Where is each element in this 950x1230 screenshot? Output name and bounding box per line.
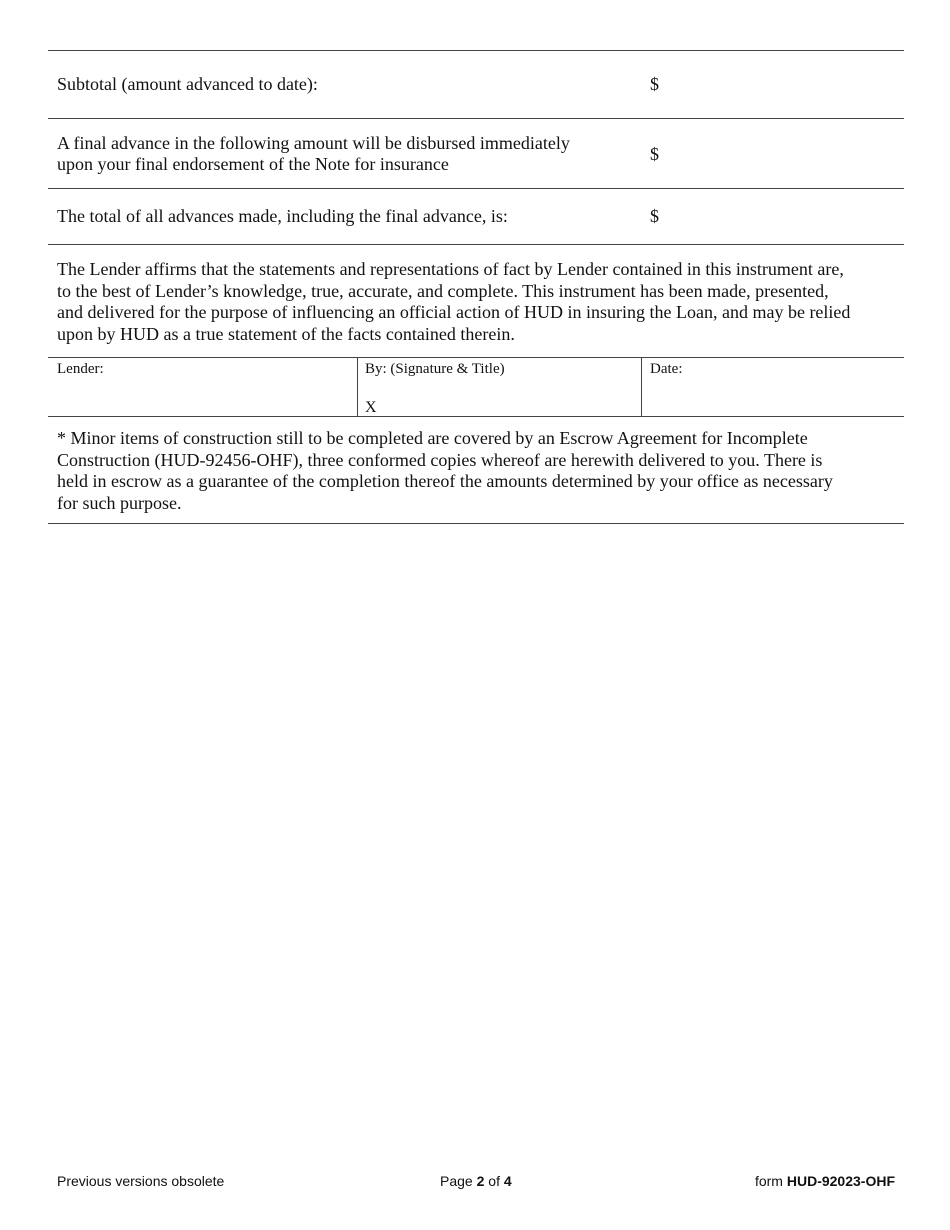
date-field-label: Date: <box>650 361 683 377</box>
divider <box>48 523 904 524</box>
lender-field-label: Lender: <box>57 361 104 377</box>
signature-mark: X <box>365 399 377 416</box>
total-advances-label: The total of all advances made, including the final advance, is: <box>57 206 508 226</box>
affirmation-line: to the best of Lender’s knowledge, true, accurate, and complete. This instrument has been made, presented, <box>57 280 829 301</box>
escrow-note-line: held in escrow as a guarantee of the completion thereof the amounts determined by your office as necessary <box>57 471 833 491</box>
divider <box>48 416 904 417</box>
signature-cell-divider <box>357 357 358 416</box>
affirmation-line: and delivered for the purpose of influencing an official action of HUD in insuring the Loan, and may be relied <box>57 302 851 322</box>
subtotal-label: Subtotal (amount advanced to date): <box>57 74 318 94</box>
form-number: HUD-92023-OHF <box>786 1173 895 1189</box>
divider <box>48 357 904 358</box>
signature-field-label: By: (Signature & Title) <box>365 361 505 377</box>
subtotal-currency: $ <box>650 74 659 94</box>
subtotal-row <box>48 50 904 118</box>
affirmation-line: upon by HUD as a true statement of the facts contained therein. <box>57 323 515 344</box>
page-current: 2 <box>476 1173 485 1189</box>
footer-page-number <box>440 1172 512 1190</box>
form-prefix: form <box>754 1173 783 1189</box>
final-advance-row <box>48 118 904 188</box>
final-advance-label-line: A final advance in the following amount will be disbursed immediately <box>57 133 570 153</box>
total-advances-row <box>48 188 904 244</box>
divider <box>48 244 904 245</box>
escrow-note-paragraph <box>57 428 893 514</box>
page-prefix: Page <box>440 1173 473 1189</box>
final-advance-label-line: upon your final endorsement of the Note for insurance <box>57 154 449 174</box>
total-advances-currency: $ <box>650 206 659 226</box>
affirmation-paragraph <box>57 259 893 345</box>
final-advance-currency: $ <box>650 144 659 164</box>
affirmation-line: The Lender affirms that the statements and representations of fact by Lender contained in this instrument are, <box>57 259 844 279</box>
escrow-note-line: for such purpose. <box>57 492 182 513</box>
page-of: of <box>488 1173 500 1189</box>
footer-obsolete-notice: Previous versions obsolete <box>57 1173 225 1189</box>
signature-cell-divider <box>641 357 642 416</box>
footer-form-id <box>755 1172 895 1190</box>
escrow-note-line: Construction (HUD-92456-OHF), three conformed copies whereof are herewith delivered to you. There is <box>57 449 823 470</box>
escrow-note-line: * Minor items of construction still to be completed are covered by an Escrow Agreement for Incomplete <box>57 428 808 448</box>
page-total: 4 <box>503 1173 512 1189</box>
final-advance-label <box>57 133 617 175</box>
